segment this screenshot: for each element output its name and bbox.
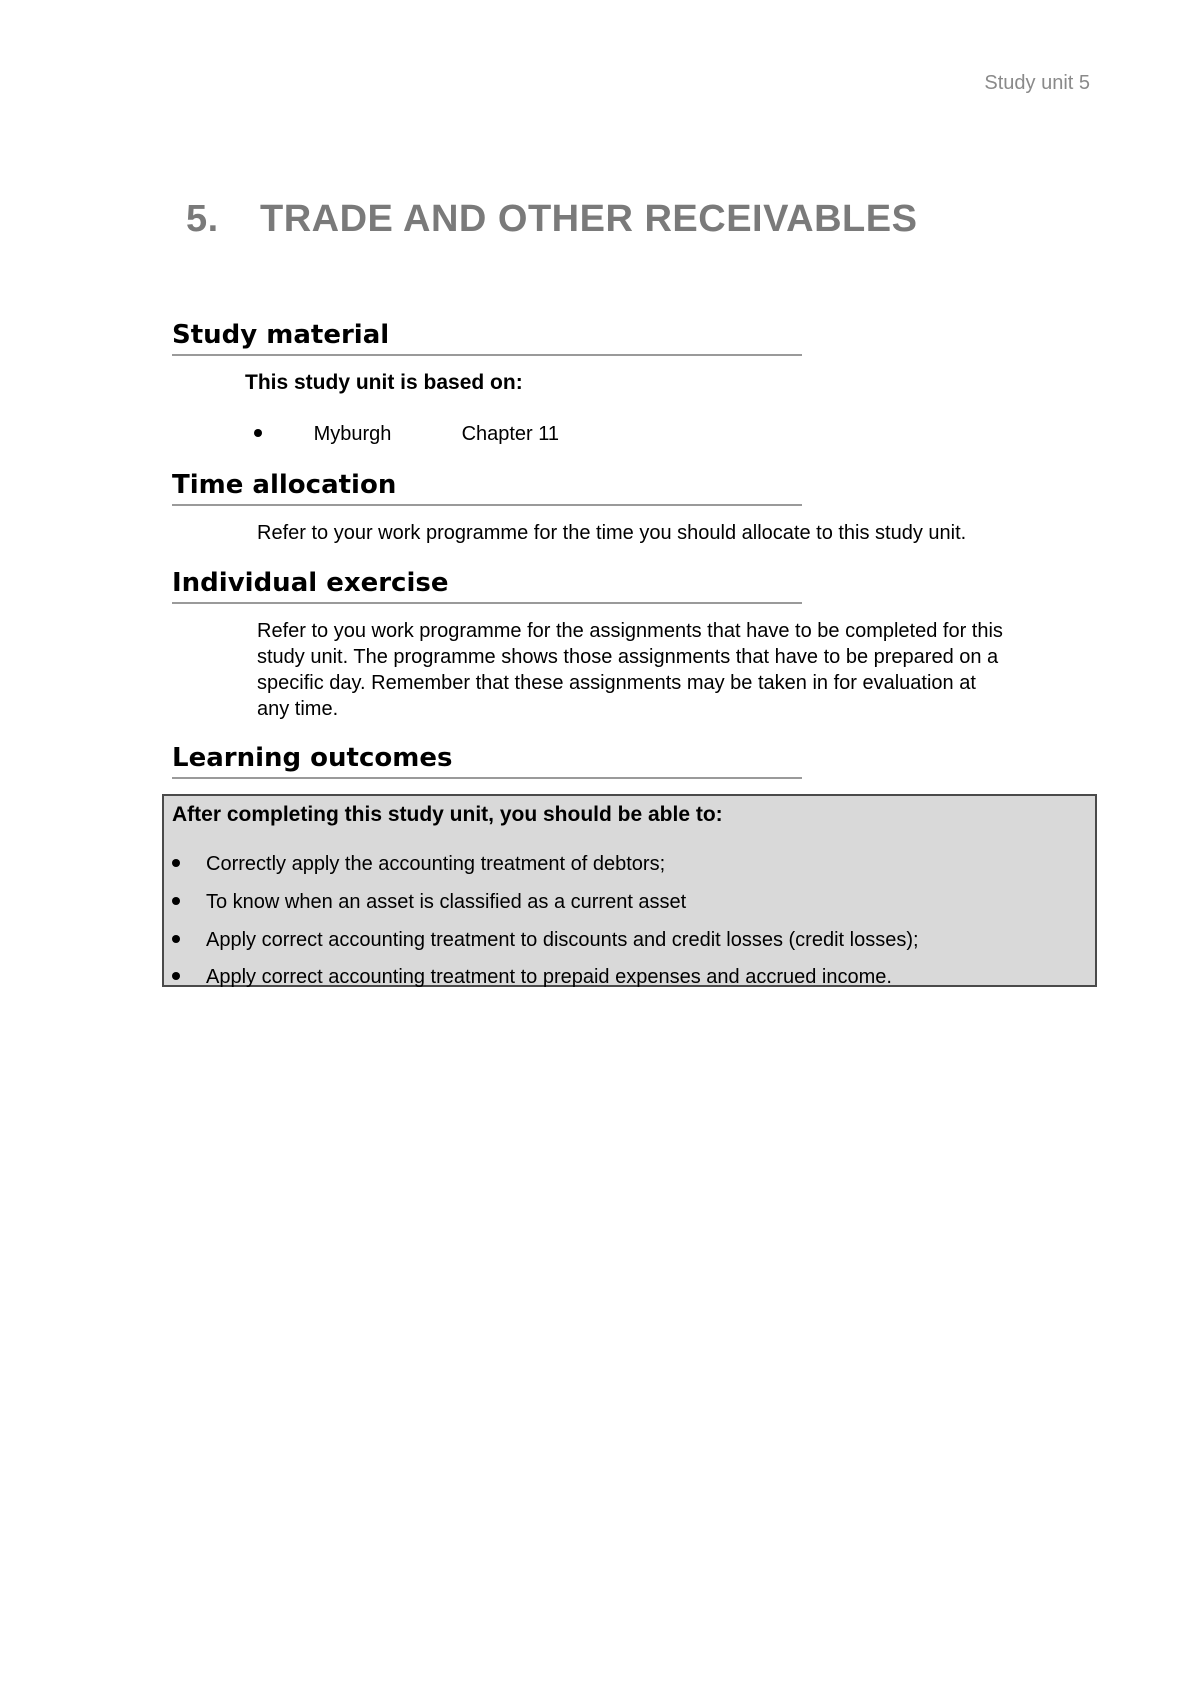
chapter-number: 5. xyxy=(186,198,219,240)
chapter-title: TRADE AND OTHER RECEIVABLES xyxy=(260,198,918,240)
individual-exercise-line: specific day. Remember that these assignments may be taken in for evaluation at xyxy=(257,672,976,694)
bullet-icon xyxy=(172,897,180,905)
learning-outcome-item xyxy=(172,927,919,953)
study-material-item xyxy=(254,421,559,447)
bullet-icon xyxy=(172,935,180,943)
learning-outcome-item xyxy=(172,851,665,877)
page-title xyxy=(186,198,917,241)
study-material-author: Myburgh xyxy=(313,423,392,445)
running-header: Study unit 5 xyxy=(984,72,1090,94)
individual-exercise-heading: Individual exercise xyxy=(172,566,802,604)
individual-exercise-line: any time. xyxy=(257,698,339,720)
individual-exercise-line: study unit. The programme shows those assignments that have to be prepared on a xyxy=(257,646,999,668)
learning-outcomes-box-heading: After completing this study unit, you should be able to: xyxy=(172,803,723,826)
learning-outcome-text: Apply correct accounting treatment to discounts and credit losses (credit losses); xyxy=(206,929,919,951)
study-material-chapter: Chapter 11 xyxy=(461,423,560,445)
individual-exercise-line: Refer to you work programme for the assignments that have to be completed for this xyxy=(257,620,1003,642)
bullet-icon xyxy=(172,859,180,867)
learning-outcome-text: Apply correct accounting treatment to prepaid expenses and accrued income. xyxy=(206,966,892,988)
time-allocation-text: Refer to your work programme for the time you should allocate to this study unit. xyxy=(257,522,967,544)
bullet-icon xyxy=(254,429,262,437)
learning-outcome-text: Correctly apply the accounting treatment of debtors; xyxy=(206,853,666,875)
study-material-intro: This study unit is based on: xyxy=(245,371,523,394)
learning-outcomes-box xyxy=(162,794,1097,987)
individual-exercise-text xyxy=(257,618,1003,722)
learning-outcome-text: To know when an asset is classified as a current asset xyxy=(206,891,687,913)
learning-outcome-item xyxy=(172,964,892,990)
learning-outcomes-heading: Learning outcomes xyxy=(172,741,802,779)
learning-outcome-item xyxy=(172,889,686,915)
study-material-heading: Study material xyxy=(172,318,802,356)
bullet-icon xyxy=(172,972,180,980)
time-allocation-heading: Time allocation xyxy=(172,468,802,506)
